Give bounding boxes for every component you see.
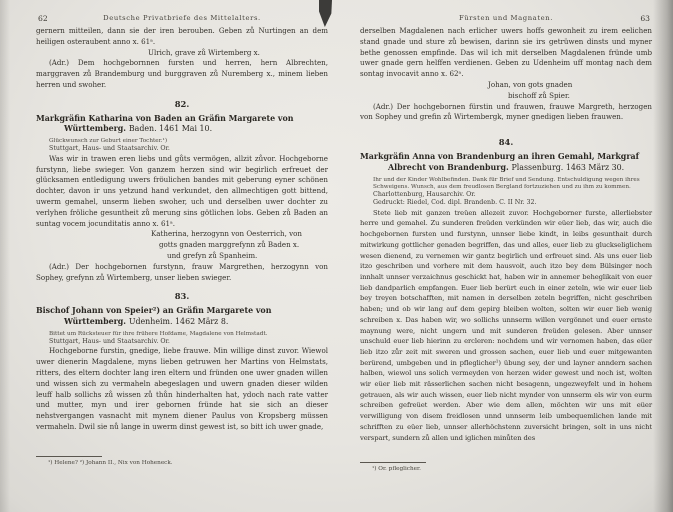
left-page-number: 62: [38, 14, 48, 23]
letter-83-heading: [36, 306, 328, 328]
letter-82-source: Stuttgart, Haus- und Staatsarchiv. Or.: [49, 145, 170, 153]
footnote-text: ¹) Or. pfleglicher.: [372, 466, 421, 472]
footnote-rule: [36, 456, 102, 457]
page-edge-shadow: [653, 0, 673, 512]
right-footnote: [360, 462, 652, 472]
letter-82-number: 82.: [174, 98, 190, 109]
letter-83-place-date: Udenheim. 1462 März 8.: [128, 316, 229, 326]
right-page-number: 63: [640, 14, 650, 23]
letter-82-regest: Glückwunsch zur Geburt einer Tochter.¹): [49, 138, 168, 145]
letter-84-place-date: Plassenburg. 1463 März 30.: [511, 162, 625, 172]
left-running-title: Deutsche Privatbriefe des Mittelalters.: [103, 14, 261, 22]
letter-83-regest: Bittet um Rücksteuer für ihre frühere Hofdame, Magdalene von Helmstadt.: [49, 330, 268, 337]
letter-84-source: Charlottenburg, Hausarchiv. Or.: [373, 190, 476, 198]
letter-83-source: Stuttgart, Haus- und Staatsarchiv. Or.: [49, 337, 170, 345]
letter-84-title: Markgräfin Anna von Brandenburg an ihren Gemahl, Markgraf Albrecht von Brandenburg.: [360, 151, 639, 172]
right-running-title: Fürsten und Magnaten.: [458, 14, 554, 22]
letter-84-body: Stete lieb mit ganzen treüen allezeit zuvor. Hochgeborner furste, allerliebster herre und gemahel. Zu sunderen freüden verkünden wir eüer lieb, das wir, auch die hochgebornen fursten und furstynn, unnser liebe kindt, in leibs gesunthait durch mitwirkung gottlicher genaden begriffen, das und alles, euer lieb zu gluckseliglichem wesen dienend, zu vernemen wir gantz begirlich und erfreuet sind. Als uns euer lieb itzo geschriben und vorhere mit dem hausvoit, auch itzo bey dem Bülsinger noch innhalt unnser verzaichnus geschickt hat, haben wir in annemer beheglikait von euer lieb dandparlich empfangen. Euer lieb berürt euch in einer zeteln, wie wir euer lieb bey treyen botschafften, mit namen in derselben zeteln begriffen, nicht geschriben haben; und ob wir lang auf dem gepirg bleiben wolten, solten wir euer lieb wenig schreiben x. Das haben wir, wo sollichs unnserm willen vergönnet und euer ernste maynung were, nicht ungern und mit sunderen freüden gelesen. Aber unnser unschuld euer lieb hierinn zu ercleren: nochdem und wir vernomen haben, das eüer lieb itzo zůr zeit mit sweren und grossen sachen, euer lieb und euer mitgewanten berürend, umbgeben und in pfleglicher¹) übung sey, der und layner anndern sachen halben, wiewol uns solich vermeyden von herzen wider gewest und noch ist, wolten wir eüer lieb mit rässerlichen sachen nicht besagenn, ungezweyfelt und in hohem getrauen, als wir auch wissen, euer lieb nicht mynder von unnserm els wir von eurm schreiben gefreüet werden. Aber wie dem allen, möchten wir uns mit eüer verwilligung von disem freidlosen unnd unnserm leib umbequemlichen lande mit schrifften zu eüer lieb, unnser allerhöchstenn zuversicht bringen, solt in uns nicht verspart, sundern zů allen und iglichen minůten des: [360, 208, 652, 442]
signature-line: und grefyn zů Spanheim.: [167, 250, 258, 260]
letter-83-signature: [360, 80, 652, 102]
letter-83-body: Hochgeborne furstin, gnedige, liebe frauwe. Min willige dinst zuvor. Wiewol uwer dienerin Magdalene, myns lieben getruwen her Martins von Helmstats, ritters, des eltern dochter lang iren eltern und fründen one uwer gnaden willen und wissen sich zu vermaheln abegeslagen und uwern gnaden dieser wilden leuff halb sollichs zů wissen zů thůn hinderhalten hat, ydoch nach rate vatter und mutter, myn und irer gebornen fründe hat sie sich an dieser nehstvergangen vasnacht mit mynem diener Paulus von Kropsberg müssen vermaheln. Dwil sie nů lange in uwerm dinst gewest ist, so bitt ich uwer gnade,: [36, 346, 328, 431]
letter-81-signature: Ulrich, grave zů Wirtemberg x.: [148, 47, 260, 57]
letter-83-address: (Adr.) Der hochgebornen fürstin und frauwen, frauwe Margreth, herzogen von Sophey und grefin zů Wirtembergk, myner gnedigen lieben frauwen.: [360, 101, 652, 122]
left-footnote: [36, 456, 328, 466]
left-page: [36, 14, 328, 466]
letter-84-heading: [360, 152, 652, 174]
left-edge-shadow: [0, 0, 10, 512]
letter-82-signature: [36, 229, 328, 261]
footnote-text: ¹) Helene? ²) Johann II., Nix von Hoheneck.: [48, 460, 173, 466]
signature-line: Johan, von gots gnaden: [488, 79, 573, 89]
letter-82-heading: [36, 114, 328, 136]
signature-line: Katherina, herzogynn von Oesterrich, von: [151, 229, 302, 239]
right-page: [360, 14, 652, 472]
letter-82-title: Markgräfin Katharina von Baden an Gräfin Margarete von Württemberg.: [36, 113, 294, 134]
letter-84-regest: Ihr und der Kinder Wohlbefinden. Dank für Brief und Sendung. Entschuldigung wegen ihres Schweigens. Wunsch, aus dem freudlosen Bergland fortzuziehen und zu ihm zu kommen.: [373, 176, 640, 190]
letter-82-address: (Adr.) Der hochgebornen furstynn, frauw Margrethen, herzogynn von Sophey, grefynn zů Wirtemberg, unser lieben swieger.: [36, 261, 328, 282]
letter-83-body-continued: derselben Magdalenen nach erlicher uwers hoffs gewonheit zu irem eelichen stand gnade und sture zů bewisen, darinn sie irs getrüwen dinsts und myner bethe genossen empfinde. Das wil ich mit derselben Magdalenen fründe umb uwer gnade gern helffen verdienen. Geben zu Udenheim uff montag nach dem sontag invocavit anno x. 62ᵃ.: [360, 26, 652, 79]
signature-line: gotts gnaden marggrefynn zů Baden x.: [159, 240, 300, 250]
letter-84-printed-note: Gedruckt: Riedel, Cod. dipl. Brandenb. C. II Nr. 32.: [373, 199, 537, 207]
signature-line: bischoff zů Spier.: [508, 90, 570, 100]
letter-82-place-date: Baden. 1461 Mai 10.: [128, 124, 213, 134]
letter-81-body: gernern mitteilen, dann sie der iren berouben. Geben zů Nurtingen an dem heiligen osteraubent anno x. 61ᵃ.: [36, 26, 328, 46]
letter-82-body: Was wir in trawen eren liebs und gůts vermögen, allzit zůvor. Hochgeborne furstynn, liebe swieger. Von ganzem herzen sind wir begirlich erfreuet der glücksamen entledigung uwers fröulichen bandes mit geberung eyner schönen dochter, davon ir uns yetzund hand verkundet, den allmechtigen gott bittend, uwerm gemahel, unserm lieben swoher, uch und derselben uwer dochter zu verlyhen fröliche gesuntheit zů merung sins götlichen lobs. Geben zů Baden an suntag vocem jocunditatis anno x. 61ᵃ.: [36, 153, 328, 228]
letter-83-title: Bischof Johann von Speier²) an Gräfin Margarete von Württemberg.: [36, 306, 272, 326]
letter-84-number: 84.: [498, 137, 514, 148]
footnote-rule: [360, 462, 426, 463]
letter-83-number: 83.: [174, 291, 190, 302]
right-running-head: [360, 14, 652, 26]
letter-81-address: (Adr.) Dem hochgebornnen fursten und herren, hern Albrechten, marggraven zů Brandemburg und burggraven zů Nuremberg x., minem lieben herren und swoher.: [36, 58, 328, 89]
left-running-head: [36, 14, 328, 26]
